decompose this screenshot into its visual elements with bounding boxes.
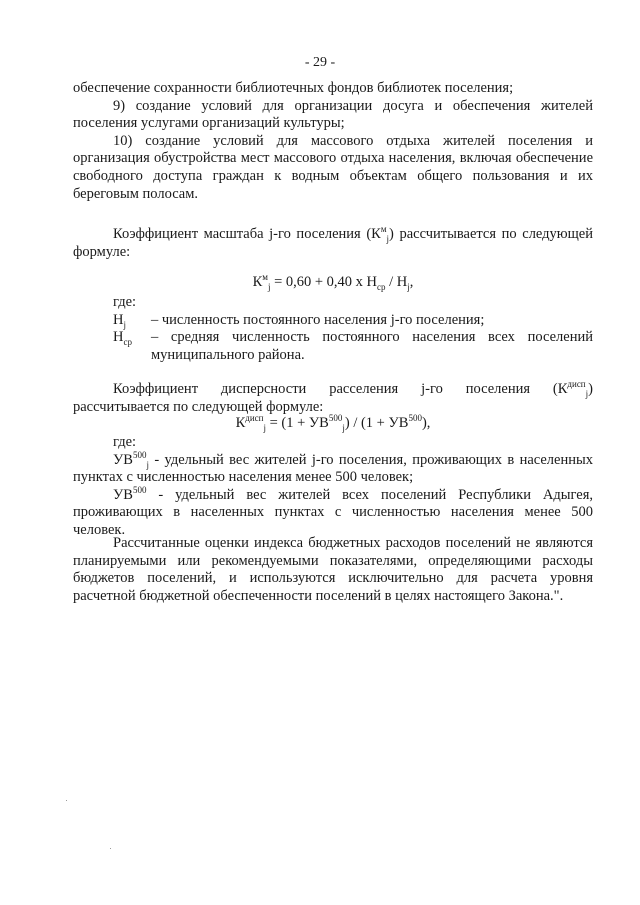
scan-speck: [66, 800, 67, 801]
definition-hcp: $Н_{ср}$ – средняя численность постоянного населения всех поселений муниципального района.: [113, 329, 593, 363]
where-label-2: где:: [113, 434, 137, 450]
where-label: где:: [113, 294, 137, 310]
list-line-continuation: обеспечение сохранности библиотечных фондов библиотек поселения;: [73, 80, 514, 96]
scale-coefficient-section: [73, 226, 593, 261]
powers-list: [73, 80, 593, 203]
list-item-9: 9) создание условий для организации досуга и обеспечения жителей поселения услугами организаций культуры;: [73, 97, 593, 132]
definition-uvj: $УВ^{500}_j$ - удельный вес жителей j-го поселения, проживающих в населенных пунктах с численностью населения менее 500 человек;: [73, 449, 593, 486]
definition-uv: УВ$^{500}$ - удельный вес жителей всех поселений Республики Адыгея, проживающих в населенных пунктах с численностью населения менее 500 человек.: [73, 484, 593, 538]
dispersion-formula: $К^{дисп}_j = (1 + УВ^{500}_j) / (1 + УВ^{500})$,: [235, 413, 431, 433]
dispersion-coefficient-section: [73, 381, 593, 416]
scale-formula: $К^м_j = 0,60 + 0,40$ х $Н_{ср} / Н_j$,: [252, 272, 414, 292]
definition-hj: $Н_j$ – численность постоянного населения j-го поселения;: [113, 311, 485, 330]
scale-definitions: [73, 294, 593, 364]
page-number: - 29 -: [304, 55, 336, 70]
scan-speck: [110, 848, 111, 849]
list-item-10: 10) создание условий для массового отдыха жителей поселения и организация обустройства мест массового отдыха населения, включая обеспечение свободного доступа граждан к водным объектам общего пользования и их береговым полосам.: [73, 132, 593, 202]
closing-paragraph: Рассчитанные оценки индекса бюджетных расходов поселений не являются планируемыми или рекомендуемыми показателями, определяющими расходы бюджетов поселений, и используются исключительно для расчета уровня расчетной бюджетной обеспеченности поселений в целях настоящего Закона.".: [73, 535, 593, 604]
closing-section: [73, 535, 593, 605]
dispersion-coefficient-intro: Коэффициент дисперсности расселения j-го поселения $(К^{дисп}_j)$ рассчитывается по следующей формуле:: [73, 379, 593, 415]
dispersion-definitions: [73, 434, 593, 540]
scale-coefficient-intro: Коэффициент масштаба j-го поселения $(К^м_j)$ рассчитывается по следующей формуле:: [73, 224, 593, 260]
